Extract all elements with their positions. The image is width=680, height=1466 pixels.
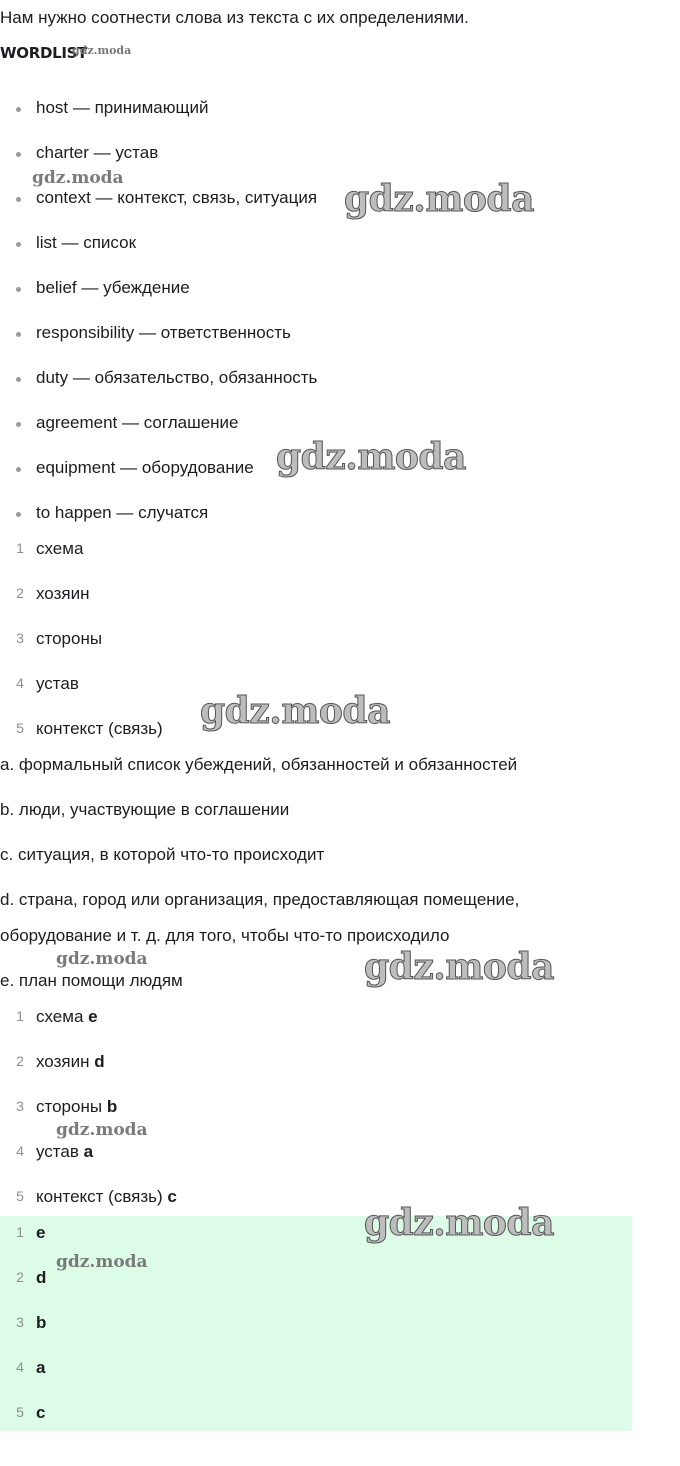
definition-d: d. страна, город или организация, предоставляющая помещение, — [0, 890, 520, 909]
bullet-icon — [16, 242, 21, 247]
definition-d-continued: оборудование и т. д. для того, чтобы что-то происходило — [0, 926, 450, 945]
bullet-icon — [16, 422, 21, 427]
definition-b: b. люди, участвующие в соглашении — [0, 800, 290, 819]
definition-e: e. план помощи людям — [0, 971, 183, 990]
wordlist-heading: WORDLIST — [0, 44, 88, 62]
bullet-icon — [16, 332, 21, 337]
watermark-logo: gdz.moda — [32, 168, 124, 188]
bullet-icon — [16, 377, 21, 382]
intro-text: Нам нужно соотнести слова из текста с их определениями. — [0, 8, 469, 27]
watermark-logo: gdz.moda — [344, 178, 534, 220]
bullet-icon — [16, 287, 21, 292]
watermark-logo: gdz.moda — [72, 44, 132, 57]
watermark-logo: gdz.moda — [200, 690, 390, 732]
definition-c: c. ситуация, в которой что-то происходит — [0, 845, 325, 864]
watermark-logo: gdz.moda — [364, 946, 554, 988]
bullet-icon — [16, 107, 21, 112]
bullet-icon — [16, 152, 21, 157]
watermark-logo: gdz.moda — [56, 949, 148, 969]
bullet-icon — [16, 197, 21, 202]
watermark-logo: gdz.moda — [364, 1202, 554, 1244]
bullet-icon — [16, 512, 21, 517]
watermark-logo: gdz.moda — [56, 1120, 148, 1140]
answer-box — [0, 1216, 632, 1431]
definition-a: a. формальный список убеждений, обязанностей и обязанностей — [0, 755, 518, 774]
watermark-logo: gdz.moda — [276, 436, 466, 478]
watermark-logo: gdz.moda — [56, 1252, 148, 1272]
bullet-icon — [16, 467, 21, 472]
